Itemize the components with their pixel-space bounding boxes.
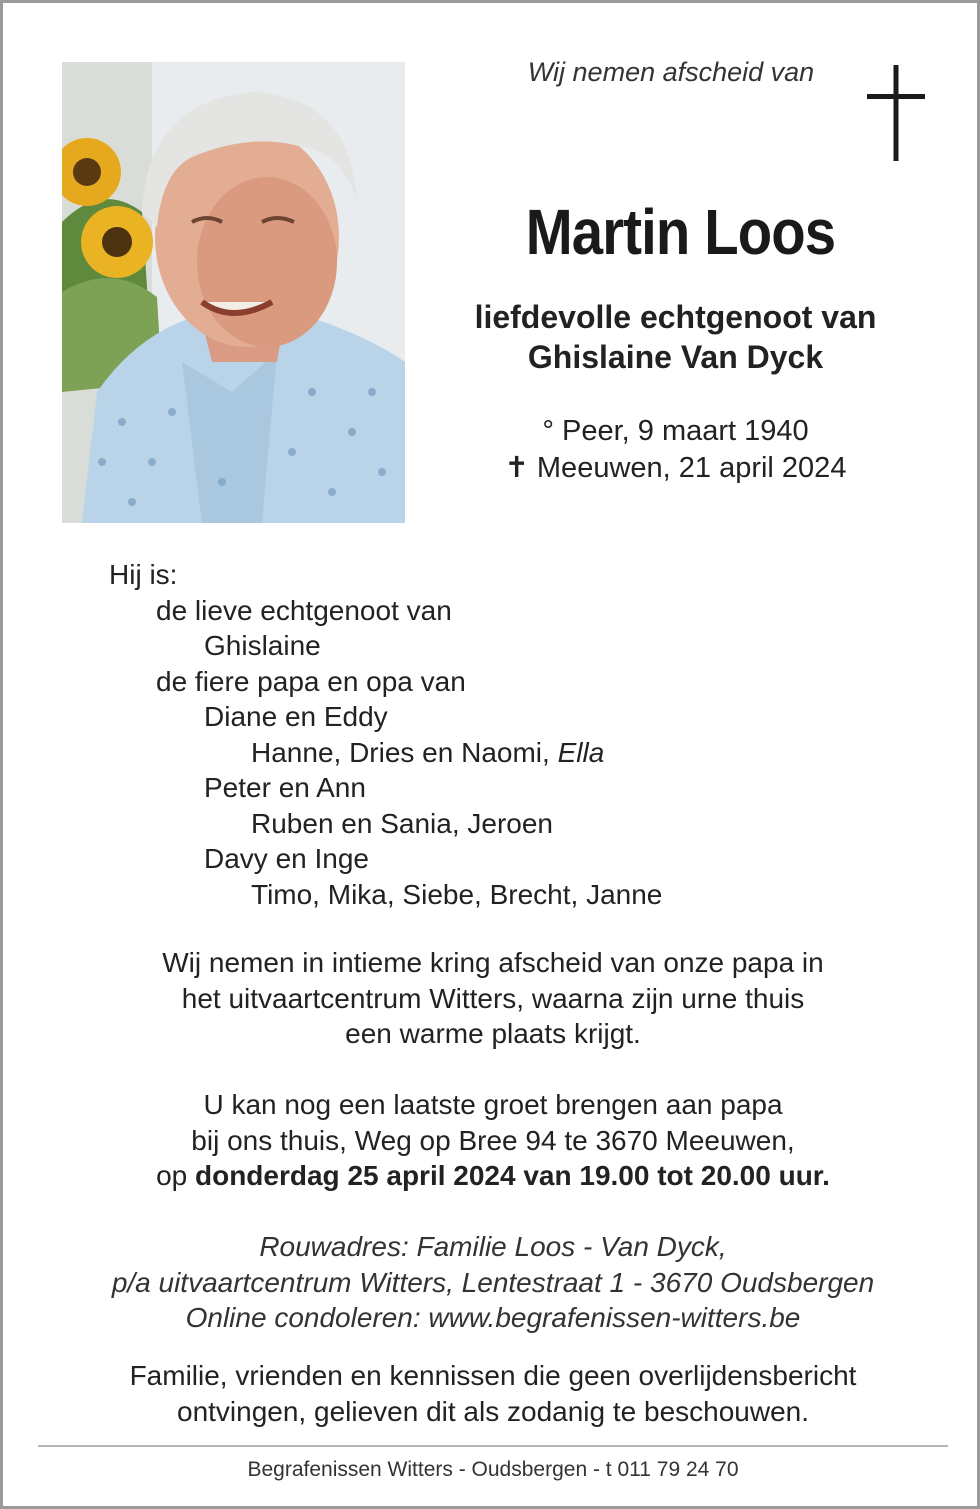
child-couple: Diane en Eddy <box>204 701 388 732</box>
family-list <box>109 557 909 912</box>
death-date: ✝ Meeuwen, 21 april 2024 <box>504 452 847 484</box>
notice-paragraph <box>33 1358 953 1429</box>
grandchildren: Ruben en Sania, Jeroen <box>251 807 553 839</box>
farewell-paragraph <box>33 945 953 1052</box>
child-couple: Davy en Inge <box>204 843 369 874</box>
spouse-full-name: Ghislaine Van Dyck <box>527 339 824 375</box>
grandchildren: Hanne, Dries en Naomi, Ella <box>251 736 605 768</box>
notice-line: Familie, vrienden en kennissen die geen overlijdensbericht <box>129 1360 857 1391</box>
notice-line: ontvingen, gelieven dit als zodanig te beschouwen. <box>177 1395 809 1427</box>
farewell-line: het uitvaartcentrum Witters, waarna zijn urne thuis <box>181 982 805 1014</box>
deceased-name: Martin Loos <box>525 196 836 268</box>
subtitle-line: liefdevolle echtgenoot van <box>474 299 877 335</box>
spouse-name: Ghislaine <box>204 630 321 661</box>
life-dates <box>433 413 918 487</box>
visit-line: op donderdag 25 april 2024 van 19.00 tot 20.00 uur. <box>156 1160 830 1191</box>
visit-line: U kan nog een laatste groet brengen aan papa <box>203 1089 783 1120</box>
address-paragraph <box>33 1229 953 1336</box>
visit-datetime: donderdag 25 april 2024 van 19.00 tot 20.00 uur. <box>195 1160 830 1191</box>
intro-text: Wij nemen afscheid van <box>527 57 815 87</box>
address-line: Rouwadres: Familie Loos - Van Dyck, <box>259 1231 727 1262</box>
subtitle <box>423 297 928 377</box>
visit-paragraph <box>33 1087 953 1194</box>
portrait-photo <box>62 62 405 523</box>
address-line: p/a uitvaartcentrum Witters, Lentestraat 1 - 3670 Oudsbergen <box>111 1266 875 1298</box>
child-couple: Peter en Ann <box>204 772 366 803</box>
visit-line: bij ons thuis, Weg op Bree 94 te 3670 Meeuwen, <box>191 1124 795 1156</box>
portrait-photo-icon <box>62 62 405 523</box>
birth-date: ° Peer, 9 maart 1940 <box>542 415 809 447</box>
farewell-line: Wij nemen in intieme kring afscheid van onze papa in <box>162 947 824 978</box>
family-heading: Hij is: <box>109 559 178 590</box>
grandchildren: Timo, Mika, Siebe, Brecht, Janne <box>251 878 663 910</box>
grandchild-extra: Ella <box>557 736 605 768</box>
footer-text: Begrafenissen Witters - Oudsbergen - t 011 79 24 70 <box>247 1458 739 1481</box>
children-label: de fiere papa en opa van <box>156 665 466 697</box>
footer-divider <box>38 1445 948 1447</box>
condolence-link[interactable]: Online condoleren: www.begrafenissen-witters.be <box>185 1302 801 1333</box>
spouse-label: de lieve echtgenoot van <box>156 594 452 626</box>
farewell-line: een warme plaats krijgt. <box>345 1018 641 1049</box>
cross-icon <box>867 65 925 161</box>
